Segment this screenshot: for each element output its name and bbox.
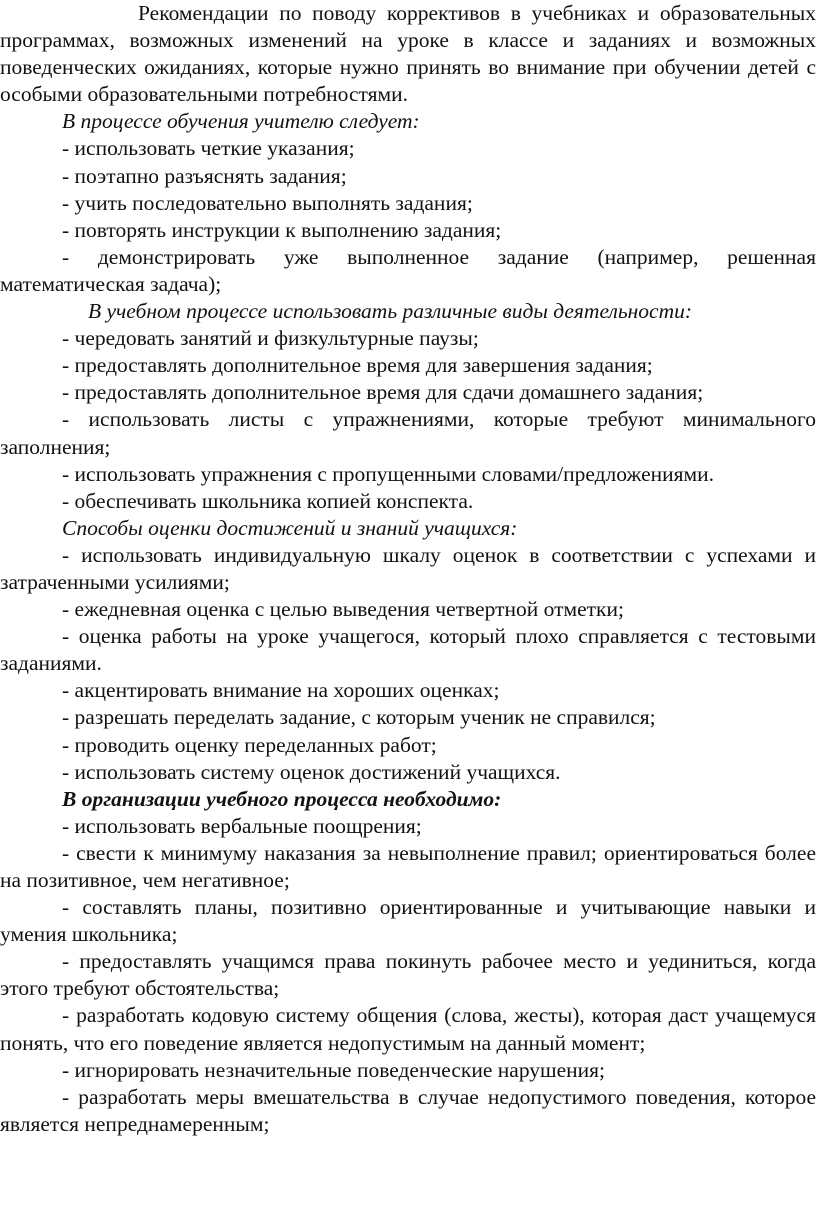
list-item: - свести к минимуму наказания за невыполнение правил; ориентироваться более на позитивное, чем негативное; — [0, 840, 816, 892]
intro-paragraph: Рекомендации по поводу коррективов в учебниках и образовательных программах, возможных изменений на уроке в классе и заданиях и возможных поведенческих ожиданиях, которые нужно принять во внимание при обучении детей с особыми образовательными потребностями. — [0, 1, 816, 107]
list-item: - оценка работы на уроке учащегося, который плохо справляется с тестовыми заданиями. — [0, 624, 816, 676]
list-item: - предоставлять учащимся права покинуть рабочее место и уединиться, когда этого требуют обстоятельства; — [0, 949, 816, 1001]
list-item: - разрешать переделать задание, с которым ученик не справился; — [62, 705, 656, 730]
list-item: - учить последовательно выполнять задания; — [62, 190, 473, 215]
list-item: - акцентировать внимание на хороших оценках; — [62, 678, 500, 703]
list-item: - разработать кодовую систему общения (слова, жесты), которая даст учащемуся понять, что его поведение является недопустимым на данный момент; — [0, 1003, 816, 1055]
list-item: - чередовать занятий и физкультурные паузы; — [62, 326, 479, 351]
list-item: - обеспечивать школьника копией конспекта. — [62, 488, 474, 513]
list-item: - предоставлять дополнительное время для завершения задания; — [62, 353, 653, 378]
section-heading-organization: В организации учебного процесса необходимо: — [62, 786, 502, 811]
section-heading-assessment: Способы оценки достижений и знаний учащихся: — [62, 515, 518, 540]
list-item: - использовать упражнения с пропущенными словами/предложениями. — [62, 461, 715, 486]
list-item: - использовать четкие указания; — [62, 136, 355, 161]
list-item: - ежедневная оценка с целью выведения четвертной отметки; — [62, 597, 624, 622]
list-item: - использовать индивидуальную шкалу оценок в соответствии с успехами и затраченными усилиями; — [0, 542, 816, 594]
list-item: - демонстрировать уже выполненное задание (например, решенная математическая задача); — [0, 244, 816, 296]
list-item: - составлять планы, позитивно ориентированные и учитывающие навыки и умения школьника; — [0, 895, 816, 947]
list-item: - разработать меры вмешательства в случае недопустимого поведения, которое является непреднамеренным; — [0, 1084, 816, 1136]
list-item: - предоставлять дополнительное время для сдачи домашнего задания; — [62, 380, 704, 405]
list-item: - поэтапно разъяснять задания; — [62, 163, 347, 188]
section-heading-activities: В учебном процессе использовать различные виды деятельности: — [88, 299, 693, 324]
list-item: - проводить оценку переделанных работ; — [62, 732, 437, 757]
list-item: - повторять инструкции к выполнению задания; — [62, 217, 502, 242]
section-heading-teaching: В процессе обучения учителю следует: — [62, 109, 420, 134]
list-item: - использовать листы с упражнениями, которые требуют минимального заполнения; — [0, 407, 816, 459]
list-item: - игнорировать незначительные поведенческие нарушения; — [62, 1057, 606, 1082]
list-item: - использовать вербальные поощрения; — [62, 813, 422, 838]
list-item: - использовать систему оценок достижений учащихся. — [62, 759, 561, 784]
